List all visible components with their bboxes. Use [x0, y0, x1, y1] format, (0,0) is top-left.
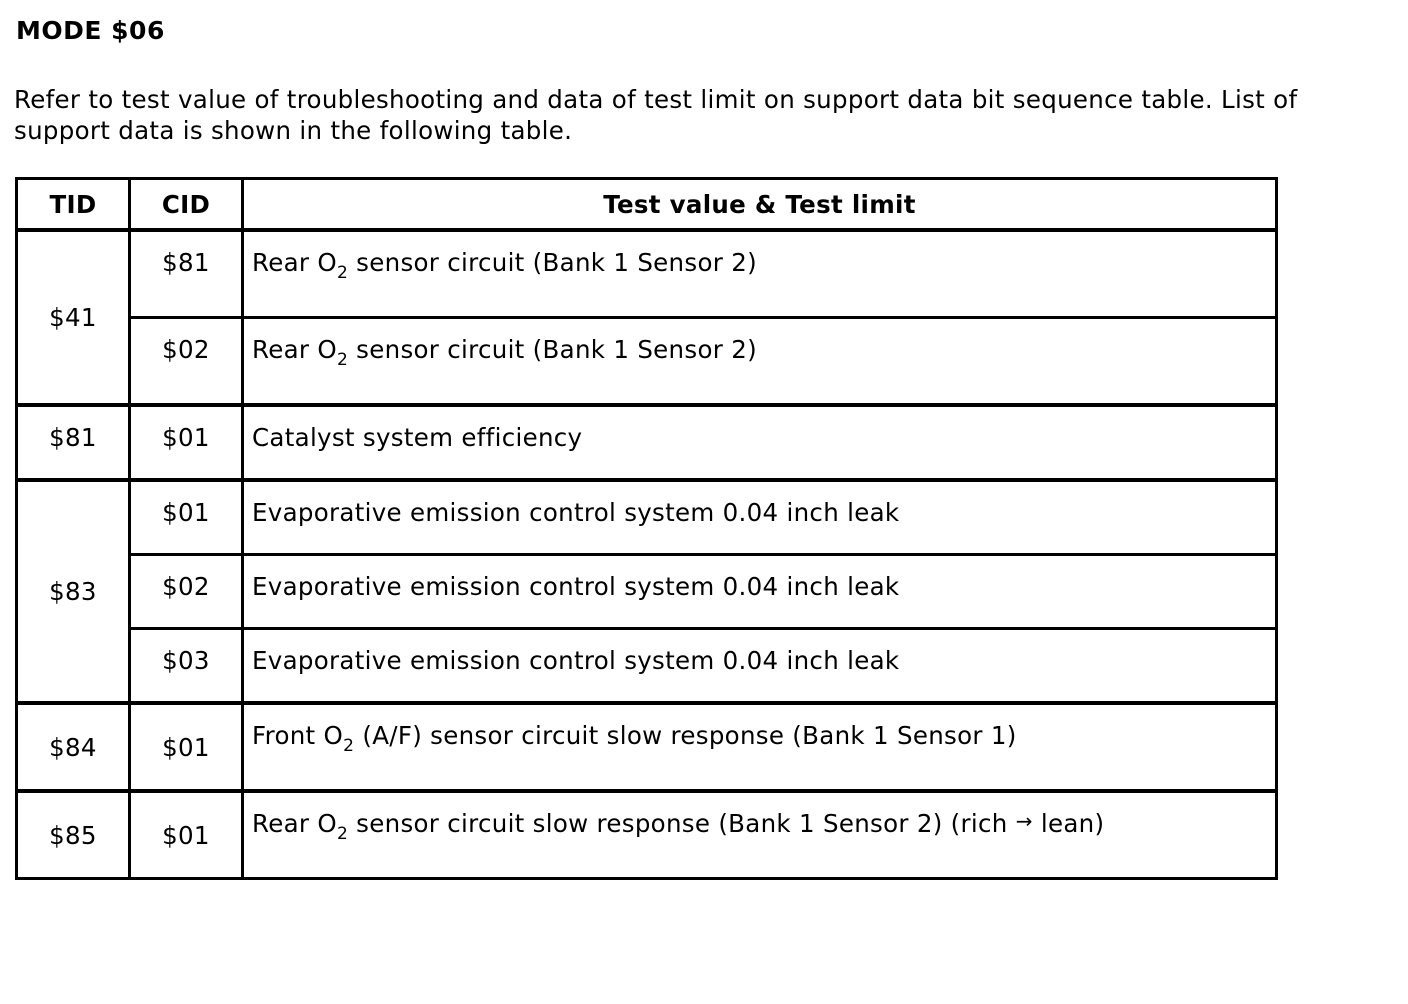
- subscript: 2: [336, 824, 349, 844]
- desc-text: sensor circuit (Bank 1 Sensor 2): [348, 248, 757, 277]
- table-row: [17, 629, 1277, 704]
- desc-text: Rear O: [252, 248, 337, 277]
- cid-cell: $01: [130, 405, 243, 480]
- tid-cell: $81: [17, 405, 130, 480]
- desc-text: sensor circuit (Bank 1 Sensor 2): [348, 335, 757, 364]
- tid-cell: $83: [17, 480, 130, 703]
- intro-paragraph: Refer to test value of troubleshooting and data of test limit on support data bit sequence table. List of support data is shown in the following table.: [14, 85, 1298, 145]
- description-cell: [243, 230, 1277, 318]
- description-cell: Evaporative emission control system 0.04 inch leak: [243, 629, 1277, 704]
- subscript: 2: [336, 263, 349, 283]
- arrow-right-icon: →: [1015, 809, 1033, 833]
- header-test-value: Test value & Test limit: [243, 179, 1277, 231]
- description-cell: Catalyst system efficiency: [243, 405, 1277, 480]
- desc-text: Rear O: [252, 809, 337, 838]
- desc-text: (A/F) sensor circuit slow response (Bank 1 Sensor 1): [354, 721, 1017, 750]
- description-cell: Evaporative emission control system 0.04 inch leak: [243, 480, 1277, 555]
- cid-cell: $01: [130, 703, 243, 791]
- cid-cell: $01: [130, 480, 243, 555]
- desc-text: Front O: [252, 721, 344, 750]
- cid-cell: $02: [130, 555, 243, 629]
- table-row: [17, 703, 1277, 791]
- table-row: [17, 555, 1277, 629]
- description-cell: [243, 791, 1277, 879]
- description-cell: Evaporative emission control system 0.04 inch leak: [243, 555, 1277, 629]
- table-row: [17, 405, 1277, 480]
- table-row: [17, 318, 1277, 406]
- subscript: 2: [336, 350, 349, 370]
- support-data-table: [15, 177, 1278, 880]
- description-cell: [243, 703, 1277, 791]
- tid-cell: $85: [17, 791, 130, 879]
- cid-cell: $02: [130, 318, 243, 406]
- header-tid: TID: [17, 179, 130, 231]
- desc-text: sensor circuit slow response (Bank 1 Sensor 2) (rich: [348, 809, 1016, 838]
- tid-cell: $41: [17, 230, 130, 405]
- cid-cell: $81: [130, 230, 243, 318]
- description-cell: [243, 318, 1277, 406]
- desc-text: Rear O: [252, 335, 337, 364]
- cid-cell: $01: [130, 791, 243, 879]
- subscript: 2: [343, 736, 355, 756]
- page-title: MODE $06: [16, 16, 165, 45]
- table-row: [17, 480, 1277, 555]
- desc-text: lean): [1032, 809, 1105, 838]
- table-row: [17, 230, 1277, 318]
- table-header-row: [17, 179, 1277, 231]
- tid-cell: $84: [17, 703, 130, 791]
- header-cid: CID: [130, 179, 243, 231]
- table-row: [17, 791, 1277, 879]
- cid-cell: $03: [130, 629, 243, 704]
